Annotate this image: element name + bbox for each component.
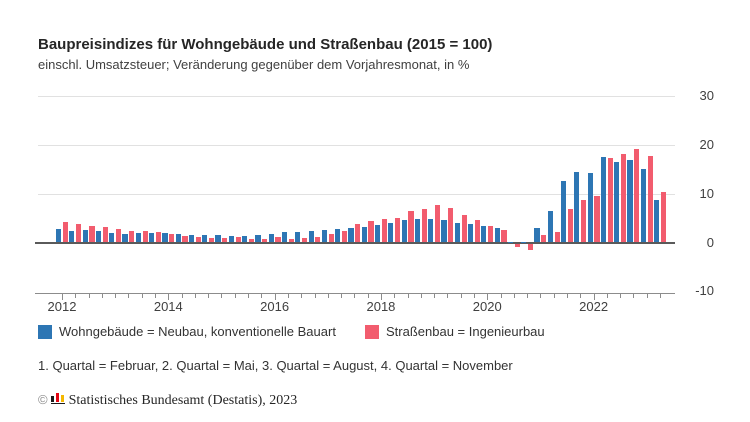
bar-wohngebaeude-2018-Q2 <box>388 223 393 243</box>
y-axis-label-20: 20 <box>699 137 714 153</box>
x-year-label-2016: 2016 <box>260 299 290 314</box>
bar-wohngebaeude-2019-Q3 <box>455 223 460 243</box>
bar-strassenbau-2016-Q2 <box>289 239 294 243</box>
bar-strassenbau-2012-Q3 <box>89 226 94 243</box>
x-tick-2015-Q1 <box>221 294 222 298</box>
bar-wohngebaeude-2018-Q1 <box>375 225 380 243</box>
bar-wohngebaeude-2018-Q3 <box>402 220 407 242</box>
y-axis-labels <box>675 90 714 305</box>
x-tick-2012-Q4 <box>102 294 103 298</box>
bar-wohngebaeude-2021-Q4 <box>574 172 579 242</box>
bar-strassenbau-2012-Q4 <box>103 227 108 242</box>
x-tick-2019-Q4 <box>474 294 475 298</box>
bar-wohngebaeude-2023-Q1 <box>641 169 646 243</box>
bar-wohngebaeude-2017-Q2 <box>335 229 340 243</box>
bar-strassenbau-2012-Q1 <box>63 222 68 242</box>
x-tick-2020-Q4 <box>527 294 528 298</box>
chart-subtitle: einschl. Umsatzsteuer; Veränderung gegenüber dem Vorjahresmonat, in % <box>38 57 470 72</box>
bar-wohngebaeude-2020-Q1 <box>481 226 486 242</box>
bar-strassenbau-2017-Q3 <box>355 224 360 243</box>
bar-strassenbau-2022-Q3 <box>621 154 626 242</box>
copyright-line <box>38 392 297 409</box>
bar-wohngebaeude-2013-Q2 <box>122 234 127 243</box>
x-tick-2018-Q3 <box>408 294 409 298</box>
bar-wohngebaeude-2017-Q3 <box>348 228 353 243</box>
legend <box>38 324 718 342</box>
bar-strassenbau-2015-Q4 <box>262 239 267 243</box>
x-year-label-2022: 2022 <box>579 299 609 314</box>
bar-strassenbau-2020-Q1 <box>488 226 493 242</box>
plot-area <box>38 90 675 314</box>
bar-wohngebaeude-2020-Q3 <box>508 242 513 243</box>
wohngebaeude-swatch-icon <box>38 325 52 339</box>
bar-wohngebaeude-2019-Q4 <box>468 224 473 243</box>
bar-wohngebaeude-2014-Q1 <box>162 233 167 243</box>
bar-strassenbau-2020-Q3 <box>515 244 520 248</box>
bar-strassenbau-2021-Q2 <box>555 232 560 243</box>
x-tick-2018-Q2 <box>394 294 395 298</box>
x-tick-2016-Q2 <box>288 294 289 298</box>
x-tick-2013-Q2 <box>128 294 129 298</box>
strassenbau-swatch-icon <box>365 325 379 339</box>
bar-wohngebaeude-2015-Q4 <box>255 235 260 242</box>
x-tick-2023-Q2 <box>660 294 661 298</box>
x-year-label-2018: 2018 <box>366 299 396 314</box>
x-tick-2020-Q2 <box>501 294 502 298</box>
bar-wohngebaeude-2022-Q3 <box>614 162 619 242</box>
x-tick-2021-Q3 <box>567 294 568 298</box>
x-tick-2015-Q3 <box>248 294 249 298</box>
bar-wohngebaeude-2013-Q4 <box>149 233 154 242</box>
x-tick-2021-Q4 <box>580 294 581 298</box>
x-tick-2017-Q3 <box>354 294 355 298</box>
bar-strassenbau-2015-Q3 <box>249 239 254 243</box>
bar-strassenbau-2021-Q4 <box>581 200 586 243</box>
bar-strassenbau-2018-Q1 <box>382 219 387 242</box>
gridline-30 <box>38 96 675 97</box>
bar-wohngebaeude-2012-Q1 <box>56 229 61 243</box>
x-tick-2015-Q2 <box>235 294 236 298</box>
bar-strassenbau-2019-Q4 <box>475 220 480 242</box>
legend-label-strassenbau: Straßenbau = Ingenieurbau <box>386 324 545 339</box>
copyright-symbol: © <box>38 392 48 407</box>
x-tick-2019-Q3 <box>461 294 462 298</box>
x-tick-2017-Q1 <box>328 294 329 298</box>
bar-strassenbau-2022-Q4 <box>634 149 639 243</box>
destatis-logo-icon <box>51 392 65 404</box>
x-tick-2023-Q1 <box>647 294 648 298</box>
bar-wohngebaeude-2023-Q2 <box>654 200 659 243</box>
x-tick-2022-Q3 <box>620 294 621 298</box>
bar-wohngebaeude-2019-Q1 <box>428 219 433 242</box>
x-tick-2013-Q1 <box>115 294 116 298</box>
copyright-text: Statistisches Bundesamt (Destatis), 2023 <box>68 393 298 408</box>
x-tick-2016-Q4 <box>315 294 316 298</box>
chart-title: Baupreisindizes für Wohngebäude und Straßenbau (2015 = 100) <box>38 36 493 53</box>
bar-wohngebaeude-2017-Q1 <box>322 230 327 243</box>
bar-wohngebaeude-2014-Q4 <box>202 235 207 242</box>
bar-wohngebaeude-2021-Q2 <box>548 211 553 242</box>
x-year-label-2020: 2020 <box>472 299 502 314</box>
bar-strassenbau-2019-Q3 <box>462 215 467 242</box>
bar-strassenbau-2018-Q4 <box>422 209 427 243</box>
bar-strassenbau-2015-Q2 <box>236 237 241 242</box>
bar-wohngebaeude-2016-Q3 <box>295 232 300 242</box>
bar-wohngebaeude-2015-Q1 <box>215 235 220 242</box>
bar-strassenbau-2023-Q1 <box>648 156 653 242</box>
bar-strassenbau-2013-Q1 <box>116 229 121 242</box>
x-tick-2015-Q4 <box>261 294 262 298</box>
bar-strassenbau-2016-Q1 <box>275 237 280 242</box>
x-tick-2014-Q4 <box>208 294 209 298</box>
bar-strassenbau-2017-Q4 <box>368 221 373 243</box>
bar-strassenbau-2017-Q1 <box>329 234 334 242</box>
bar-strassenbau-2015-Q1 <box>222 238 227 243</box>
x-tick-2012-Q3 <box>89 294 90 298</box>
bar-strassenbau-2021-Q3 <box>568 209 573 242</box>
bar-wohngebaeude-2015-Q3 <box>242 236 247 243</box>
bar-wohngebaeude-2012-Q3 <box>83 230 88 242</box>
bar-wohngebaeude-2012-Q4 <box>96 231 101 242</box>
bar-strassenbau-2022-Q1 <box>594 196 599 243</box>
bar-strassenbau-2018-Q3 <box>408 211 413 243</box>
bar-strassenbau-2016-Q3 <box>302 238 307 243</box>
x-tick-2020-Q3 <box>514 294 515 298</box>
bar-strassenbau-2022-Q2 <box>608 158 613 242</box>
bar-wohngebaeude-2017-Q4 <box>362 227 367 243</box>
x-tick-2014-Q3 <box>195 294 196 298</box>
bar-wohngebaeude-2012-Q2 <box>69 231 74 243</box>
x-tick-2022-Q2 <box>607 294 608 298</box>
bar-wohngebaeude-2022-Q2 <box>601 157 606 243</box>
x-tick-2017-Q2 <box>341 294 342 298</box>
bar-wohngebaeude-2021-Q1 <box>534 228 539 243</box>
bar-strassenbau-2017-Q2 <box>342 231 347 243</box>
bar-wohngebaeude-2020-Q4 <box>521 242 526 243</box>
bar-wohngebaeude-2016-Q4 <box>309 231 314 243</box>
bar-strassenbau-2023-Q2 <box>661 192 666 243</box>
quarter-footnote: 1. Quartal = Februar, 2. Quartal = Mai, 3. Quartal = August, 4. Quartal = November <box>38 358 513 373</box>
bar-wohngebaeude-2013-Q1 <box>109 233 114 243</box>
bar-strassenbau-2018-Q2 <box>395 218 400 243</box>
y-axis-label-0: 0 <box>706 234 714 250</box>
x-tick-2019-Q1 <box>434 294 435 298</box>
bar-strassenbau-2014-Q1 <box>169 234 174 242</box>
bar-strassenbau-2019-Q1 <box>435 205 440 242</box>
x-tick-2013-Q3 <box>142 294 143 298</box>
bar-wohngebaeude-2015-Q2 <box>229 236 234 243</box>
bar-strassenbau-2013-Q2 <box>129 231 134 243</box>
x-tick-2022-Q4 <box>633 294 634 298</box>
bar-wohngebaeude-2022-Q1 <box>588 173 593 243</box>
x-tick-2019-Q2 <box>447 294 448 298</box>
bar-strassenbau-2014-Q2 <box>182 236 187 242</box>
y-axis-label-30: 30 <box>699 88 714 104</box>
x-tick-2021-Q1 <box>540 294 541 298</box>
bar-strassenbau-2013-Q3 <box>143 231 148 243</box>
x-tick-2021-Q2 <box>554 294 555 298</box>
bar-strassenbau-2012-Q2 <box>76 224 81 242</box>
bar-strassenbau-2021-Q1 <box>541 235 546 242</box>
bar-strassenbau-2019-Q2 <box>448 208 453 243</box>
bar-strassenbau-2014-Q4 <box>209 238 214 243</box>
bar-wohngebaeude-2016-Q1 <box>269 234 274 242</box>
y-axis-label--10: -10 <box>695 283 714 299</box>
legend-label-wohngebaeude: Wohngebäude = Neubau, konventionelle Bauart <box>59 324 336 339</box>
bar-wohngebaeude-2019-Q2 <box>441 220 446 243</box>
gridline-20 <box>38 145 675 146</box>
x-year-label-2012: 2012 <box>47 299 77 314</box>
x-tick-2016-Q3 <box>301 294 302 298</box>
y-axis-label-10: 10 <box>699 185 714 201</box>
bar-wohngebaeude-2018-Q4 <box>415 219 420 242</box>
bar-strassenbau-2016-Q4 <box>315 237 320 243</box>
x-tick-2014-Q2 <box>182 294 183 298</box>
x-tick-2012-Q2 <box>75 294 76 298</box>
bar-wohngebaeude-2020-Q2 <box>495 228 500 242</box>
x-tick-2013-Q4 <box>155 294 156 298</box>
bar-wohngebaeude-2013-Q3 <box>136 233 141 243</box>
bar-wohngebaeude-2014-Q2 <box>176 234 181 243</box>
bar-wohngebaeude-2022-Q4 <box>627 160 632 242</box>
bar-strassenbau-2020-Q2 <box>501 230 506 243</box>
x-tick-2018-Q4 <box>421 294 422 298</box>
bar-strassenbau-2020-Q4 <box>528 244 533 251</box>
bar-wohngebaeude-2014-Q3 <box>189 235 194 242</box>
bar-strassenbau-2013-Q4 <box>156 232 161 243</box>
bar-wohngebaeude-2016-Q2 <box>282 232 287 242</box>
x-tick-2017-Q4 <box>368 294 369 298</box>
bar-wohngebaeude-2021-Q3 <box>561 181 566 242</box>
x-year-label-2014: 2014 <box>153 299 183 314</box>
bar-strassenbau-2014-Q3 <box>196 237 201 242</box>
